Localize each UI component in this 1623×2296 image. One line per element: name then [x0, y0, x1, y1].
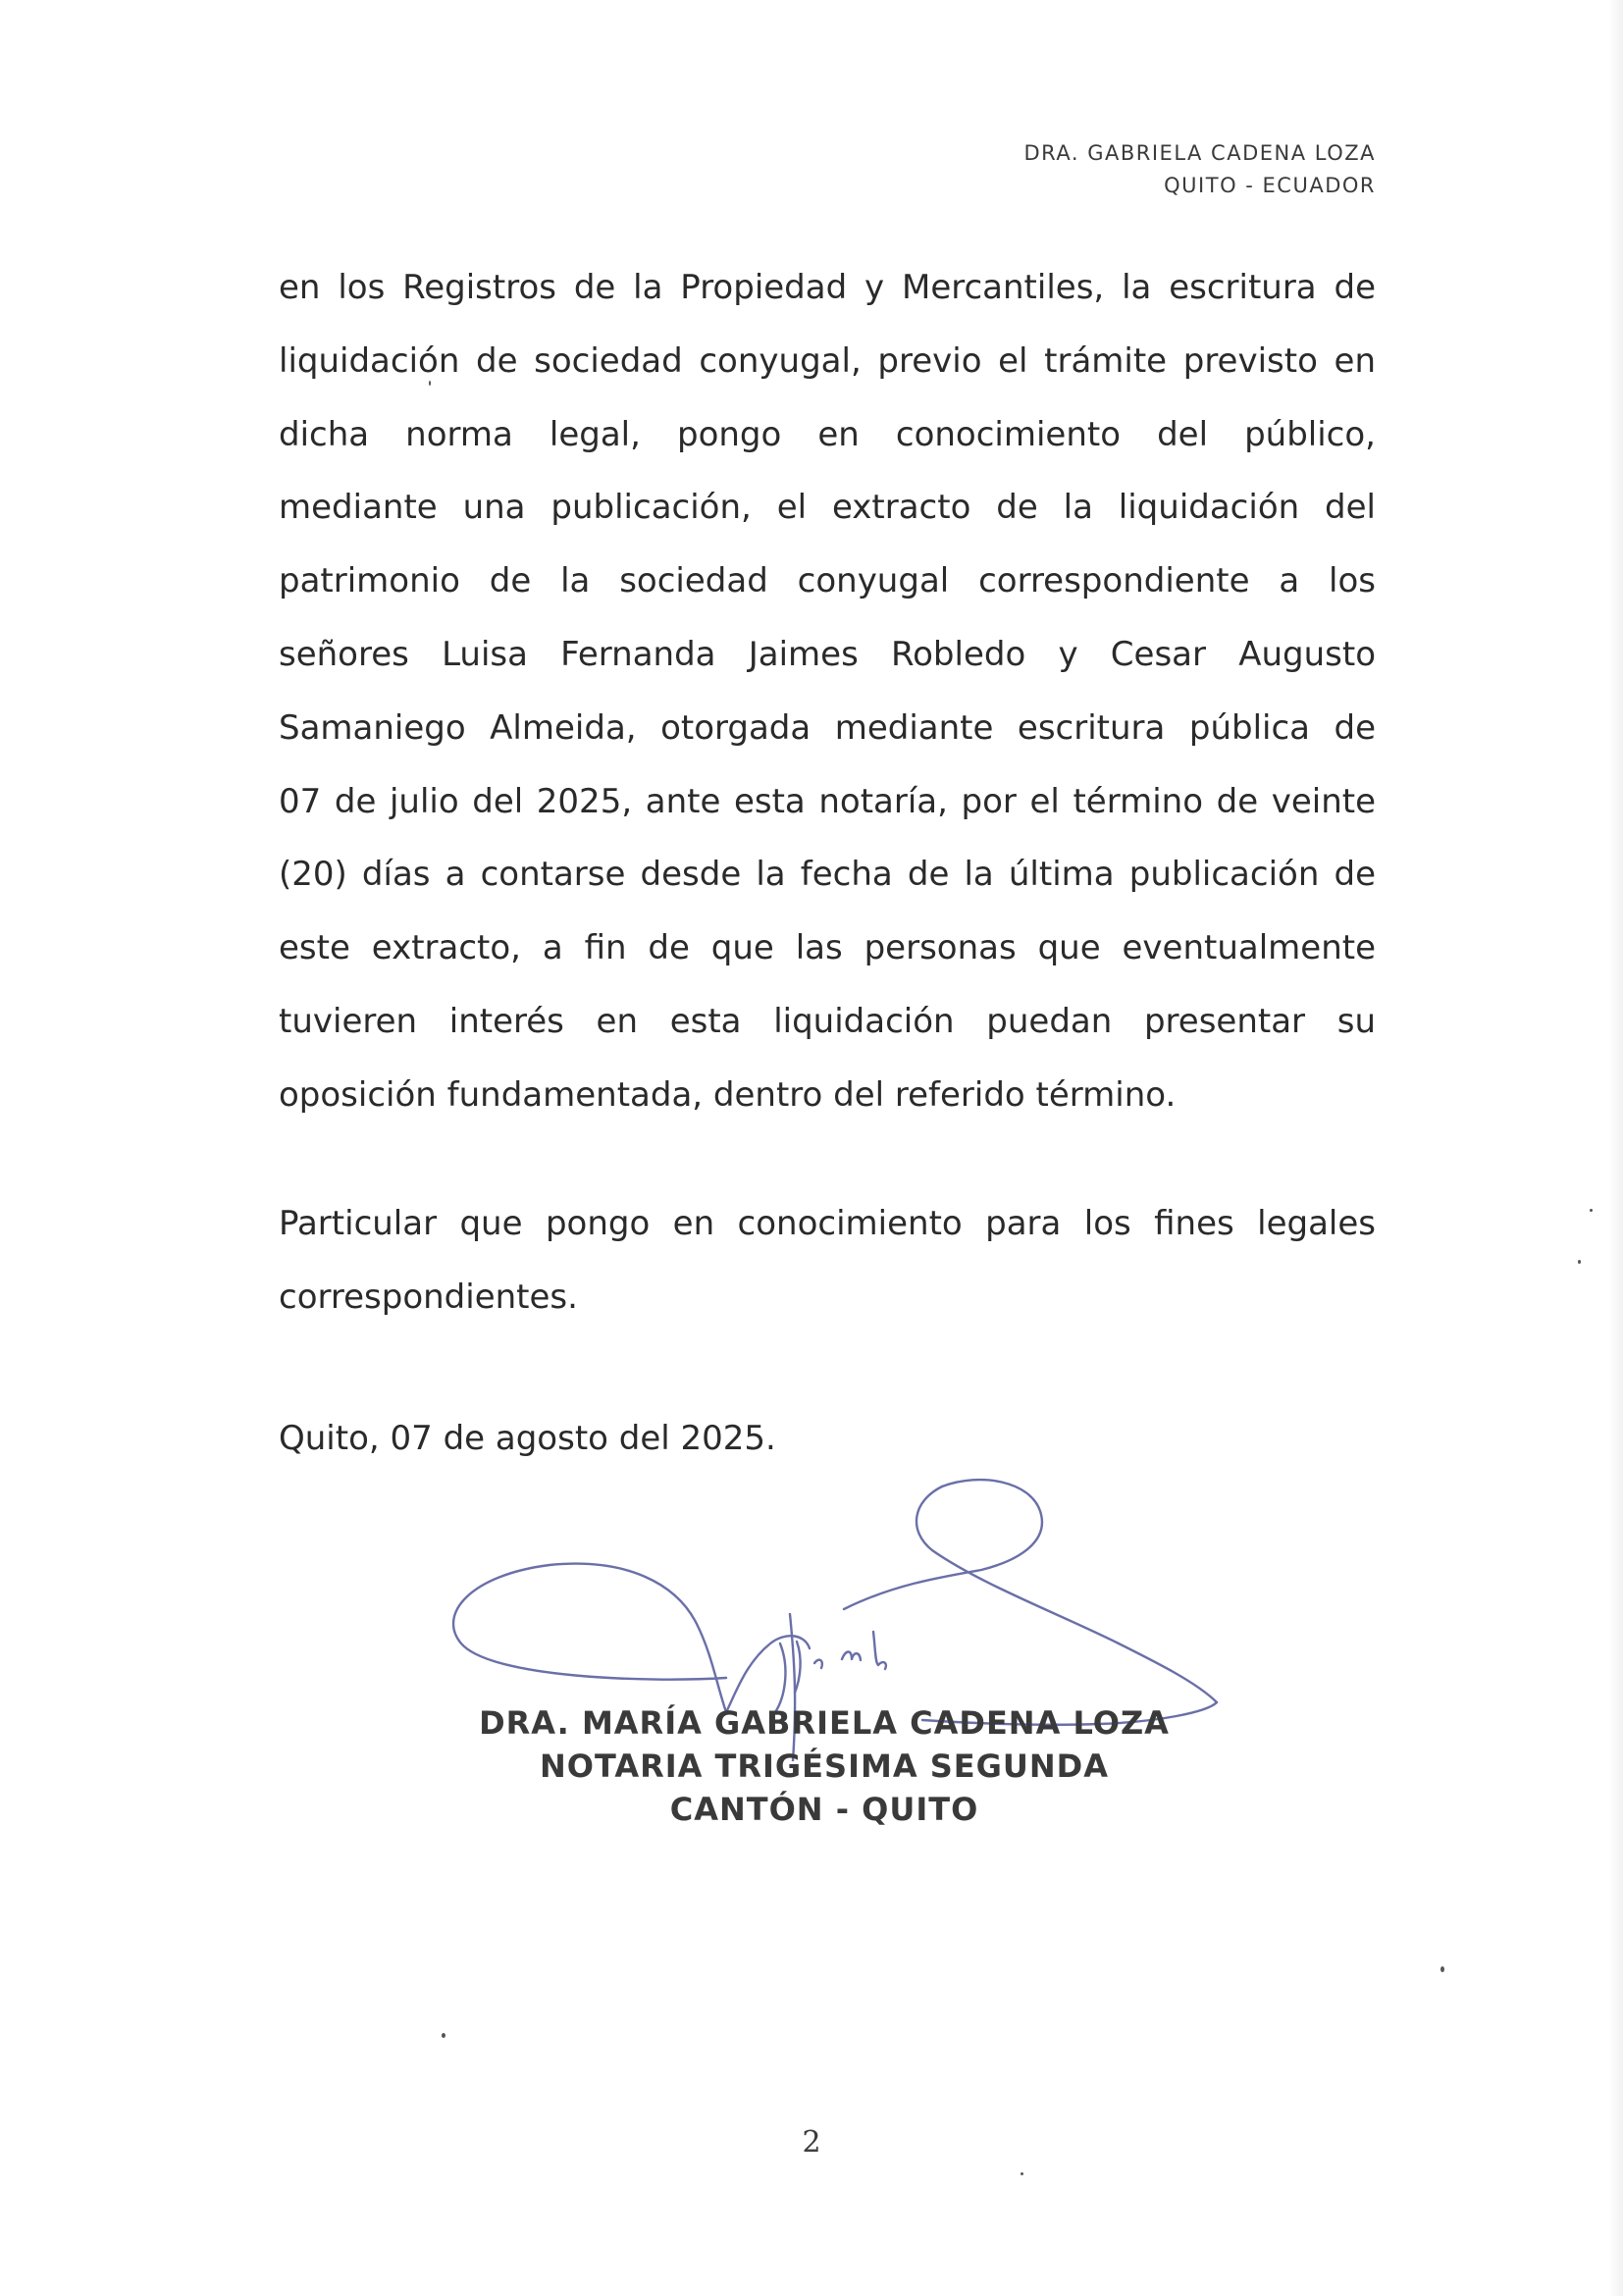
body-line: Samaniego Almeida, otorgada mediante escritura pública de [279, 707, 1376, 748]
letterhead [1023, 137, 1376, 202]
body-line: oposición fundamentada, dentro del referido término. [279, 1074, 1177, 1115]
body-line: 07 de julio del 2025, ante esta notaría, por el término de veinte [279, 781, 1376, 821]
scan-speck [1021, 2172, 1023, 2175]
body-line: señores Luisa Fernanda Jaimes Robledo y Cesar Augusto [279, 634, 1376, 674]
letterhead-location: QUITO - ECUADOR [1164, 174, 1376, 197]
page-number: 2 [802, 2125, 821, 2160]
signatory-location: CANTÓN - QUITO [669, 1791, 979, 1828]
scan-speck [1578, 1260, 1581, 1264]
scan-speck [1590, 1209, 1593, 1212]
body-line: patrimonio de la sociedad conyugal correspondiente a los [279, 561, 1376, 601]
body-line: mediante una publicación, el extracto de la liquidación del [279, 488, 1376, 528]
body-line: en los Registros de la Propiedad y Mercantiles, la escritura de [279, 268, 1376, 307]
scan-speck [1440, 1966, 1444, 1972]
closing-line: correspondientes. [279, 1277, 578, 1317]
body-line: dicha norma legal, pongo en conocimiento del público, [279, 414, 1376, 454]
scan-speck [442, 2033, 445, 2038]
body-line: este extracto, a fin de que las personas que eventualmente [279, 928, 1376, 968]
signatory-title: NOTARIA TRIGÉSIMA SEGUNDA [539, 1748, 1109, 1785]
closing-paragraph [279, 1187, 1376, 1334]
signatory-name: DRA. MARÍA GABRIELA CADENA LOZA [479, 1704, 1170, 1742]
signature-block [451, 1701, 1197, 1831]
letterhead-name: DRA. GABRIELA CADENA LOZA [1023, 141, 1376, 165]
closing-line: Particular que pongo en conocimiento para los fines legales [279, 1204, 1376, 1243]
body-line: tuvieren interés en esta liquidación puedan presentar su [279, 1001, 1376, 1041]
scan-speck [429, 381, 431, 386]
page-edge-shadow [1609, 0, 1623, 2296]
body-paragraph [279, 251, 1376, 1132]
body-line: (20) días a contarse desde la fecha de la última publicación de [279, 855, 1376, 895]
date-line: Quito, 07 de agosto del 2025. [279, 1419, 776, 1458]
body-line: liquidación de sociedad conyugal, previo el trámite previsto en [279, 340, 1376, 381]
